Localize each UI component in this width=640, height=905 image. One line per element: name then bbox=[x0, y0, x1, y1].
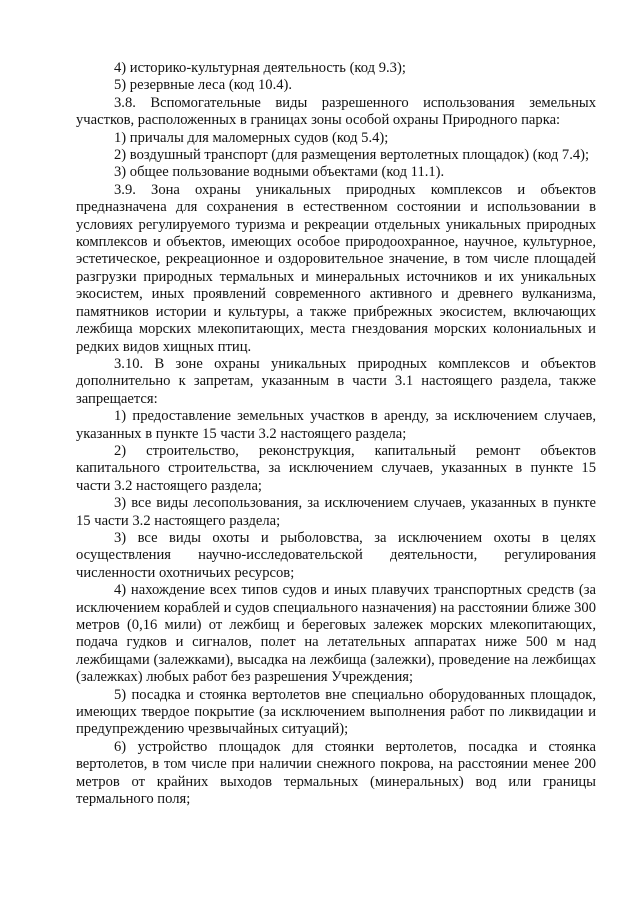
paragraph-item-2-air-transport: 2) воздушный транспорт (для размещения вертолетных площадок) (код 7.4); bbox=[114, 147, 590, 164]
paragraph-item-4-cultural: 4) историко-культурная деятельность (код 9.3); bbox=[114, 60, 406, 76]
paragraph-ban-4-vessels: 4) нахождение всех типов судов и иных плавучих транспортных средств (за исключением кораблей и судов специального назначения) на расстоянии ближе 300 метров (0,16 мили) от лежбищ и береговых залежек морских млекопитающих, подача гудков и сигналов, полет на летательных аппаратах ниже 500 м над лежбищами (залежками), высадка на лежбища (залежки), проведение на лежбищах (залежках) любых работ без разрешения Учреждения; bbox=[76, 582, 596, 686]
paragraph-section-3-8: 3.8. Вспомогательные виды разрешенного использования земельных участков, расположенных в границах зоны особой охраны Природного парка: bbox=[76, 94, 596, 129]
paragraph-ban-5-helicopter-landing: 5) посадка и стоянка вертолетов вне специально оборудованных площадок, имеющих твердое покрытие (за исключением выполнения работ по ликвидации и предупреждению чрезвычайных ситуаций); bbox=[76, 686, 596, 738]
document-body bbox=[76, 60, 596, 808]
paragraph-item-5-reserve-forests: 5) резервные леса (код 10.4). bbox=[114, 77, 293, 94]
paragraph-ban-3-hunting: 3) все виды охоты и рыболовства, за исключением охоты в целях осуществления научно-исследовательской деятельности, регулирования численности охотничьих ресурсов; bbox=[76, 529, 596, 581]
paragraph-section-3-10: 3.10. В зоне охраны уникальных природных комплексов и объектов дополнительно к запретам, указанным в части 3.1 настоящего раздела, также запрещается: bbox=[76, 355, 596, 407]
paragraph-section-3-9: 3.9. Зона охраны уникальных природных комплексов и объектов предназначена для сохранения в естественном состоянии и использовании в условиях регулируемого туризма и рекреации отдельных уникальных природных комплексов и объектов, имеющих особое природоохранное, научное, культурное, эстетическое, рекреационное и оздоровительное значение, в том числе площадей разгрузки природных термальных и минеральных источников и их уникальных экосистем, иных проявлений современного активного и древнего вулканизма, памятников истории и культуры, а также прибрежных экосистем, включающих лежбища морских млекопитающих, места гнездования морских колониальных и редких видов хищных птиц. bbox=[76, 181, 596, 355]
paragraph-ban-6-helipads: 6) устройство площадок для стоянки вертолетов, посадка и стоянка вертолетов, в том числе при наличии снежного покрова, на расстоянии менее 200 метров от крайних выходов термальных (минеральных) вод или границы термального поля; bbox=[76, 738, 596, 808]
paragraph-ban-3-forestry: 3) все виды лесопользования, за исключением случаев, указанных в пункте 15 части 3.2 настоящего раздела; bbox=[76, 495, 596, 529]
paragraph-item-3-water-use: 3) общее пользование водными объектами (код 11.1). bbox=[114, 164, 445, 181]
paragraph-ban-1-lease: 1) предоставление земельных участков в аренду, за исключением случаев, указанных в пункте 15 части 3.2 настоящего раздела; bbox=[76, 408, 596, 442]
paragraph-ban-2-construction: 2) строительство, реконструкция, капитальный ремонт объектов капитального строительства, за исключением случаев, указанных в пункте 15 части 3.2 настоящего раздела; bbox=[76, 442, 596, 494]
paragraph-item-1-moorings: 1) причалы для маломерных судов (код 5.4); bbox=[114, 129, 389, 146]
